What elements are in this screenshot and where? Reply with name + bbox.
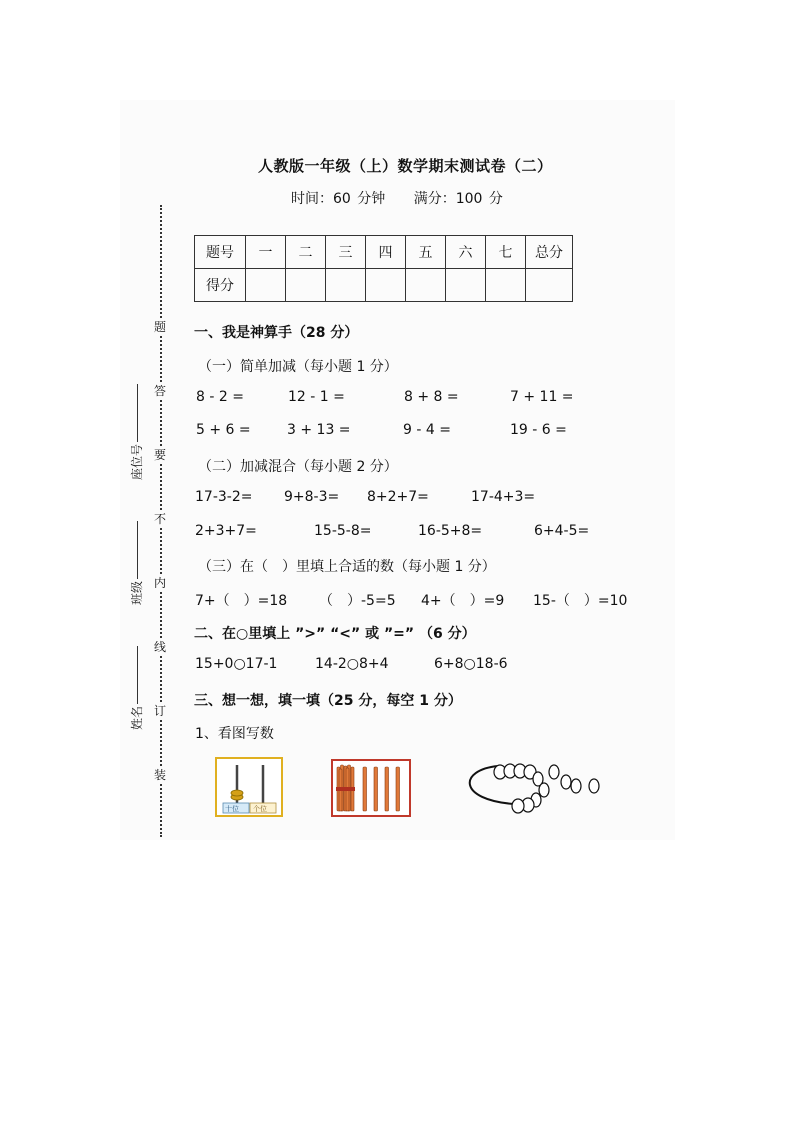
- problem: 15-（ ）=10: [533, 593, 628, 609]
- exam-meta: [291, 188, 525, 208]
- problem: 4+（ ）=9: [421, 593, 505, 609]
- score-input-cell[interactable]: [366, 269, 406, 302]
- problem: 19 - 6 =: [510, 422, 567, 438]
- counting-sticks-icon: [333, 761, 409, 815]
- exam-time: 时间：60 分钟: [291, 191, 386, 207]
- table-cell: 一: [246, 236, 286, 269]
- binding-char: 装: [154, 768, 167, 782]
- section3-title: 三、想一想，填一填（25 分，每空 1 分）: [194, 693, 462, 709]
- problem: 15-5-8=: [314, 523, 372, 539]
- table-cell: 六: [446, 236, 486, 269]
- problem: 9+8-3=: [284, 489, 340, 505]
- problem: 12 - 1 =: [288, 389, 345, 405]
- abacus-picture: [215, 757, 283, 817]
- problem: 6+8○18-6: [434, 656, 508, 672]
- problem: 16-5+8=: [418, 523, 483, 539]
- problem: 17-4+3=: [471, 489, 536, 505]
- part1-title: （一）简单加减（每小题 1 分）: [198, 359, 398, 375]
- question1-title: 1、看图写数: [195, 726, 274, 742]
- binding-char: 不: [154, 512, 167, 526]
- section2-title: 二、在○里填上 ”>” “<” 或 ”=” （6 分）: [194, 626, 476, 642]
- part3-title: （三）在（ ）里填上合适的数（每小题 1 分）: [198, 559, 496, 575]
- problem: 17-3-2=: [195, 489, 253, 505]
- name-label: 姓名: [130, 705, 144, 730]
- bead-string-picture: [458, 758, 608, 820]
- class-label: 班级: [130, 580, 144, 605]
- binding-char: 题: [154, 320, 167, 334]
- abacus-tens-label: 十位: [225, 805, 239, 813]
- table-cell: 得分: [195, 269, 246, 302]
- problem: 5 + 6 =: [196, 422, 251, 438]
- name-blank[interactable]: [137, 646, 138, 704]
- binding-char: 订: [154, 704, 167, 718]
- abacus-ones-label: 个位: [253, 805, 267, 813]
- binding-char: 线: [154, 640, 167, 654]
- binding-char: 答: [154, 384, 167, 398]
- problem: 8 - 2 =: [196, 389, 244, 405]
- score-input-cell[interactable]: [326, 269, 366, 302]
- score-input-cell[interactable]: [246, 269, 286, 302]
- binding-char: 内: [154, 576, 167, 590]
- bead-string-icon: [458, 758, 608, 820]
- seat-number-field: [128, 384, 145, 480]
- table-cell: 题号: [195, 236, 246, 269]
- class-field: [128, 521, 145, 605]
- score-table: [194, 235, 573, 302]
- problem: 6+4-5=: [534, 523, 590, 539]
- score-input-cell[interactable]: [406, 269, 446, 302]
- score-input-cell[interactable]: [446, 269, 486, 302]
- class-blank[interactable]: [137, 521, 138, 579]
- counting-sticks-picture: [331, 759, 411, 817]
- seat-number-label: 座位号: [130, 443, 144, 480]
- name-field: [128, 646, 145, 730]
- table-cell: 四: [366, 236, 406, 269]
- exam-full-score: 满分：100 分: [413, 191, 503, 207]
- table-row: [195, 269, 573, 302]
- part2-title: （二）加减混合（每小题 2 分）: [198, 459, 398, 475]
- table-cell: 总分: [526, 236, 573, 269]
- table-row: [195, 236, 573, 269]
- binding-char: 要: [154, 448, 167, 462]
- score-input-cell[interactable]: [526, 269, 573, 302]
- table-cell: 五: [406, 236, 446, 269]
- problem: 8 + 8 =: [404, 389, 459, 405]
- problem: （ ）-5=5: [319, 593, 396, 609]
- table-cell: 三: [326, 236, 366, 269]
- problem: 3 + 13 =: [287, 422, 351, 438]
- problem: 2+3+7=: [195, 523, 257, 539]
- problem: 9 - 4 =: [403, 422, 451, 438]
- problem: 15+0○17-1: [195, 656, 278, 672]
- seat-number-blank[interactable]: [137, 384, 138, 442]
- problem: 7 + 11 =: [510, 389, 574, 405]
- table-cell: 七: [486, 236, 526, 269]
- problem: 14-2○8+4: [315, 656, 389, 672]
- section1-title: 一、我是神算手（28 分）: [194, 325, 359, 341]
- table-cell: 二: [286, 236, 326, 269]
- problem: 8+2+7=: [367, 489, 429, 505]
- score-input-cell[interactable]: [486, 269, 526, 302]
- page-title: 人教版一年级（上）数学期末测试卷（二）: [258, 157, 553, 175]
- score-input-cell[interactable]: [286, 269, 326, 302]
- problem: 7+（ ）=18: [195, 593, 288, 609]
